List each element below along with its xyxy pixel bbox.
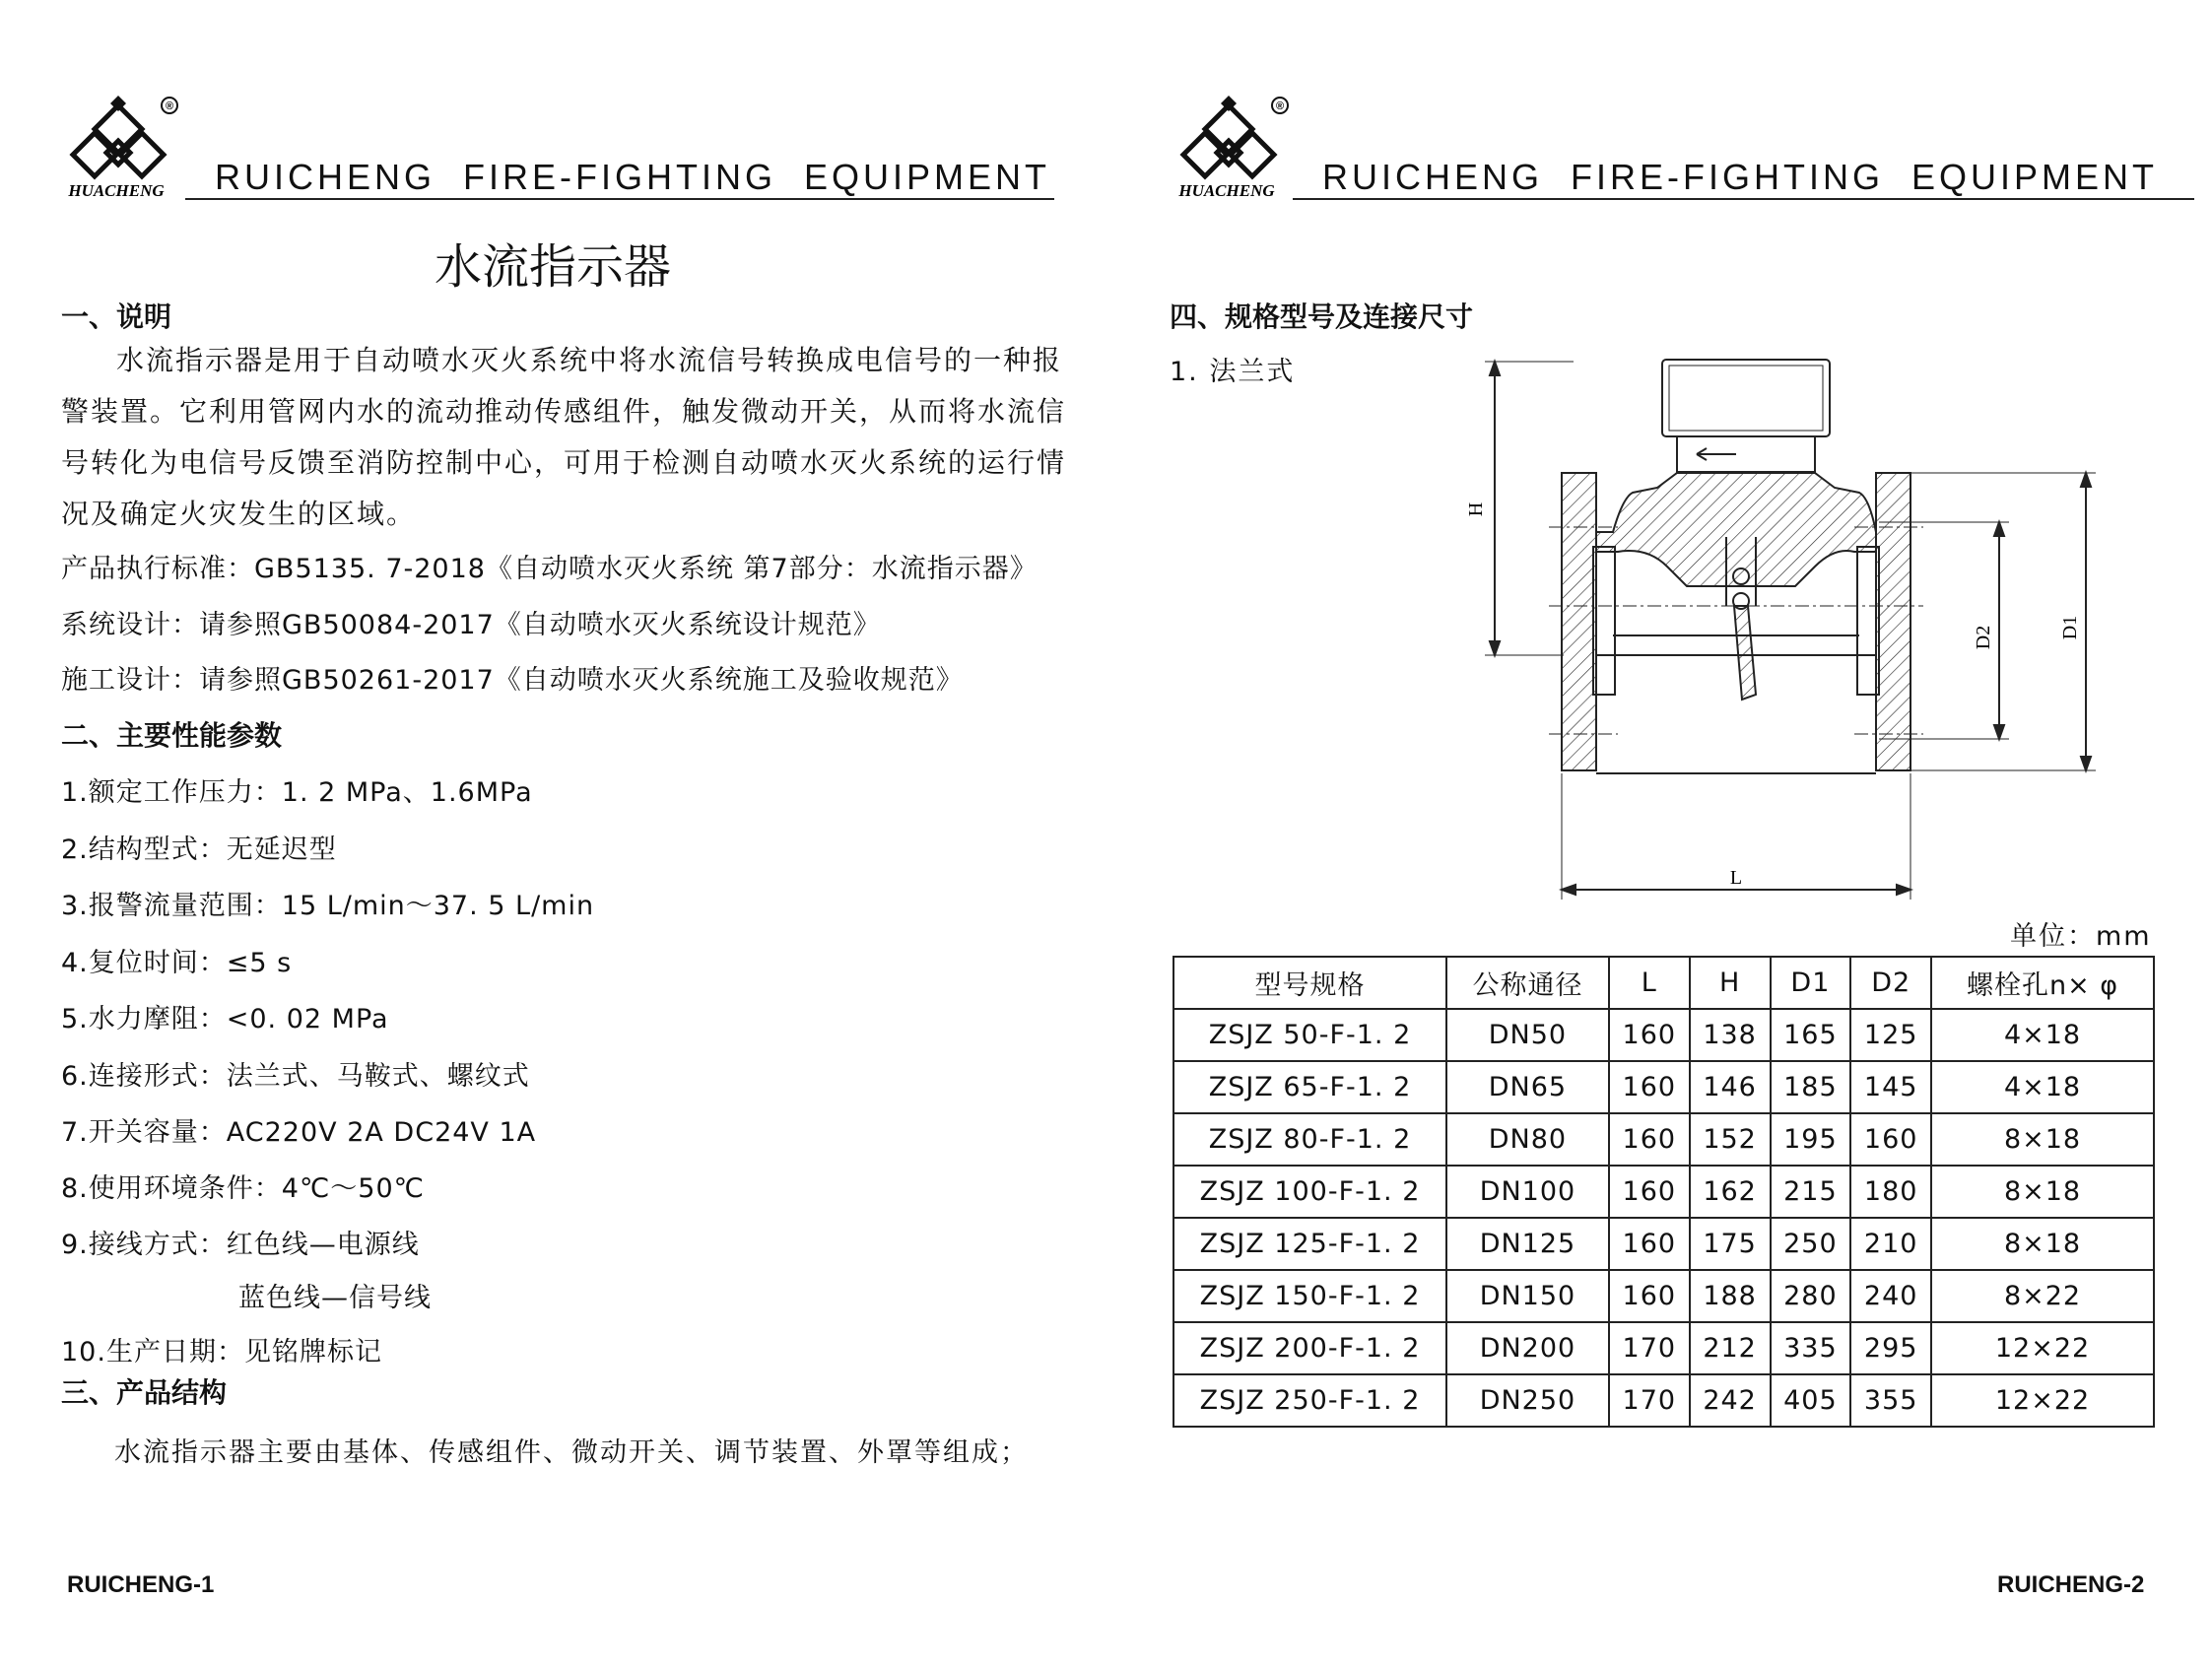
table-cell: ZSJZ 125-F-1. 2	[1173, 1218, 1446, 1270]
dimension-label-h: H	[1465, 501, 1487, 517]
param-item: 7.开关容量：AC220V 2A DC24V 1A	[61, 1117, 537, 1148]
table-cell: DN200	[1446, 1322, 1609, 1374]
header-divider	[185, 198, 1054, 200]
table-row	[1173, 1113, 2154, 1166]
table-cell: DN125	[1446, 1218, 1609, 1270]
header-divider	[1293, 198, 2194, 200]
table-header-row	[1173, 957, 2154, 1009]
svg-text:®: ®	[1275, 100, 1285, 112]
param-item: 10.生产日期：见铭牌标记	[61, 1337, 382, 1368]
table-cell: 162	[1690, 1166, 1771, 1218]
page-header	[59, 94, 1054, 202]
table-cell: 212	[1690, 1322, 1771, 1374]
table-cell: ZSJZ 150-F-1. 2	[1173, 1270, 1446, 1322]
table-cell: 145	[1850, 1061, 1931, 1113]
page-footer-right: RUICHENG-2	[1997, 1571, 2145, 1598]
col-header: 公称通径	[1446, 957, 1609, 1009]
table-cell: DN65	[1446, 1061, 1609, 1113]
param-item: 蓝色线—信号线	[238, 1283, 432, 1313]
description-paragraph: 水流指示器是用于自动喷水灭火系统中将水流信号转换成电信号的一种报警装置。它利用管网内水的流动推动传感组件，触发微动开关，从而将水流信号转化为电信号反馈至消防控制中心，可用于检测自动喷水灭火系统的运行情况及确定火灾发生的区域。	[61, 344, 1067, 530]
table-cell: 125	[1850, 1009, 1931, 1061]
param-item: 4.复位时间：≤5 s	[61, 948, 293, 978]
unit-label: 单位：mm	[2010, 921, 2152, 952]
table-cell: 240	[1850, 1270, 1931, 1322]
flange-water-flow-indicator-drawing	[1263, 340, 2189, 911]
company-name: RUICHENG FIRE-FIGHTING EQUIPMENT	[1322, 157, 2158, 197]
col-header: D2	[1850, 957, 1931, 1009]
table-cell: 210	[1850, 1218, 1931, 1270]
param-item: 8.使用环境条件：4℃～50℃	[61, 1173, 425, 1204]
table-cell: ZSJZ 250-F-1. 2	[1173, 1374, 1446, 1427]
table-cell: 215	[1771, 1166, 1851, 1218]
right-page	[1106, 0, 2211, 1668]
table-cell: DN250	[1446, 1374, 1609, 1427]
table-row	[1173, 1166, 2154, 1218]
table-cell: 185	[1771, 1061, 1851, 1113]
dimension-label-d2: D2	[1973, 625, 1994, 650]
table-cell: 170	[1609, 1374, 1690, 1427]
param-item: 5.水力摩阻：<0. 02 MPa	[61, 1004, 389, 1034]
table-cell: 355	[1850, 1374, 1931, 1427]
table-cell: 160	[1609, 1009, 1690, 1061]
param-item: 1.额定工作压力：1. 2 MPa、1.6MPa	[61, 777, 533, 808]
table-cell: 335	[1771, 1322, 1851, 1374]
table-row	[1173, 1009, 2154, 1061]
table-cell: 4×18	[1931, 1061, 2154, 1113]
dimension-label-d1: D1	[2059, 615, 2081, 640]
huacheng-logo	[1170, 94, 1298, 202]
page-header	[1170, 94, 2165, 202]
construction-design-reference: 施工设计：请参照GB50261-2017《自动喷水灭火系统施工及验收规范》	[61, 665, 964, 696]
page-footer-left: RUICHENG-1	[67, 1571, 215, 1598]
table-cell: 4×18	[1931, 1009, 2154, 1061]
table-cell: ZSJZ 80-F-1. 2	[1173, 1113, 1446, 1166]
table-cell: 405	[1771, 1374, 1851, 1427]
dimension-label-l: L	[1729, 867, 1743, 889]
param-item: 6.连接形式：法兰式、马鞍式、螺纹式	[61, 1061, 530, 1092]
table-row	[1173, 1061, 2154, 1113]
huacheng-logo	[59, 94, 187, 202]
table-cell: ZSJZ 200-F-1. 2	[1173, 1322, 1446, 1374]
col-header: 型号规格	[1173, 957, 1446, 1009]
col-header: D1	[1771, 957, 1851, 1009]
table-cell: 160	[1609, 1061, 1690, 1113]
table-cell: 165	[1771, 1009, 1851, 1061]
table-cell: 160	[1609, 1166, 1690, 1218]
table-cell: 175	[1690, 1218, 1771, 1270]
table-cell: DN150	[1446, 1270, 1609, 1322]
table-cell: 8×18	[1931, 1113, 2154, 1166]
col-header: L	[1609, 957, 1690, 1009]
table-row	[1173, 1322, 2154, 1374]
flange-type-label: 1. 法兰式	[1170, 357, 1296, 387]
table-cell: 160	[1609, 1270, 1690, 1322]
table-cell: 138	[1690, 1009, 1771, 1061]
table-cell: ZSJZ 100-F-1. 2	[1173, 1166, 1446, 1218]
section-heading-description: 一、说明	[61, 300, 172, 333]
product-standard: 产品执行标准：GB5135. 7-2018《自动喷水灭火系统 第7部分：水流指示器》	[61, 554, 1038, 584]
table-cell: DN80	[1446, 1113, 1609, 1166]
table-cell: 242	[1690, 1374, 1771, 1427]
section-heading-structure: 三、产品结构	[61, 1376, 228, 1409]
table-cell: 8×18	[1931, 1218, 2154, 1270]
table-cell: 280	[1771, 1270, 1851, 1322]
spec-table	[1173, 956, 2155, 1428]
table-cell: 12×22	[1931, 1322, 2154, 1374]
table-row	[1173, 1270, 2154, 1322]
table-cell: 160	[1609, 1218, 1690, 1270]
param-item: 9.接线方式：红色线—电源线	[61, 1230, 420, 1260]
svg-text:®: ®	[165, 100, 174, 112]
svg-text:HUACHENG: HUACHENG	[1178, 181, 1275, 200]
section-heading-parameters: 二、主要性能参数	[61, 719, 283, 752]
col-header: H	[1690, 957, 1771, 1009]
table-cell: 146	[1690, 1061, 1771, 1113]
param-item: 3.报警流量范围：15 L/min～37. 5 L/min	[61, 891, 595, 921]
table-cell: ZSJZ 50-F-1. 2	[1173, 1009, 1446, 1061]
system-design-reference: 系统设计：请参照GB50084-2017《自动喷水灭火系统设计规范》	[61, 610, 881, 640]
table-cell: 195	[1771, 1113, 1851, 1166]
table-cell: 180	[1850, 1166, 1931, 1218]
company-name: RUICHENG FIRE-FIGHTING EQUIPMENT	[215, 157, 1050, 197]
table-cell: DN50	[1446, 1009, 1609, 1061]
col-header: 螺栓孔n× φ	[1931, 957, 2154, 1009]
table-cell: 250	[1771, 1218, 1851, 1270]
table-row	[1173, 1218, 2154, 1270]
table-cell: 152	[1690, 1113, 1771, 1166]
section-heading-specs: 四、规格型号及连接尺寸	[1170, 300, 1474, 333]
table-cell: 160	[1850, 1113, 1931, 1166]
table-cell: 170	[1609, 1322, 1690, 1374]
svg-text:HUACHENG: HUACHENG	[68, 181, 165, 200]
table-cell: 8×18	[1931, 1166, 2154, 1218]
table-row	[1173, 1374, 2154, 1427]
param-item: 2.结构型式：无延迟型	[61, 834, 337, 865]
table-cell: 188	[1690, 1270, 1771, 1322]
table-cell: 295	[1850, 1322, 1931, 1374]
table-cell: 8×22	[1931, 1270, 2154, 1322]
table-cell: DN100	[1446, 1166, 1609, 1218]
page-title: 水流指示器	[434, 239, 671, 295]
structure-paragraph: 水流指示器主要由基体、传感组件、微动开关、调节装置、外罩等组成；	[114, 1437, 1029, 1468]
table-cell: 12×22	[1931, 1374, 2154, 1427]
table-cell: 160	[1609, 1113, 1690, 1166]
table-cell: ZSJZ 65-F-1. 2	[1173, 1061, 1446, 1113]
